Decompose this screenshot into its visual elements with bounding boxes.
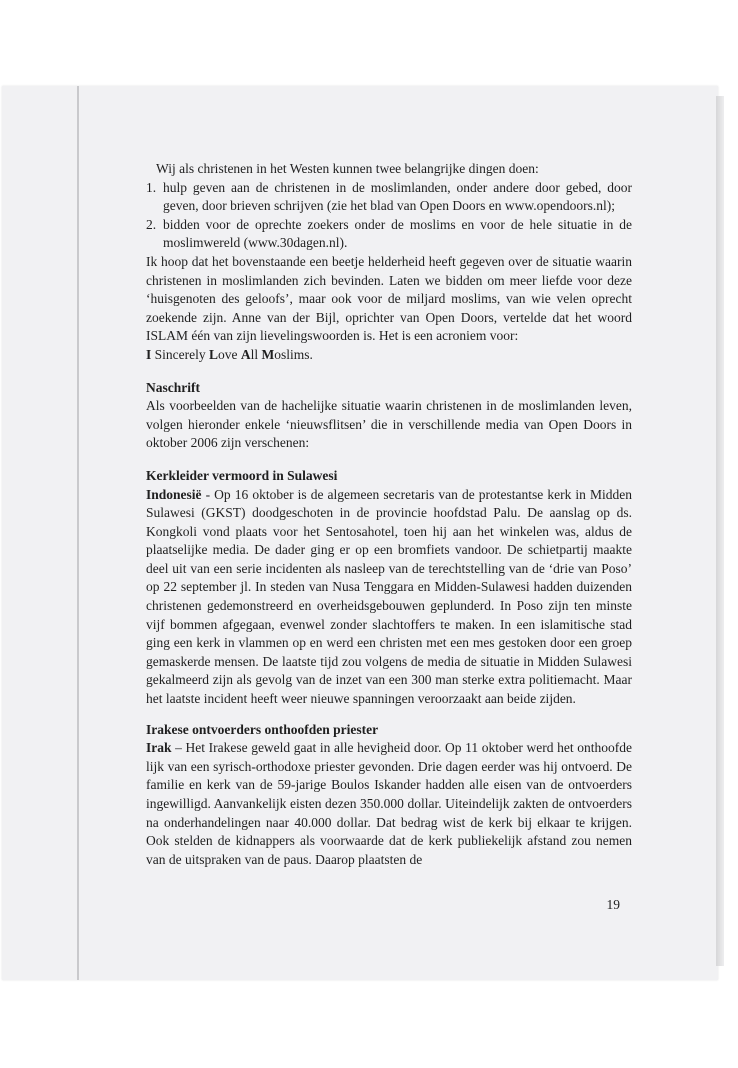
article-2-text: – Het Irakese geweld gaat in alle hevigheid door. Op 11 oktober werd het onthoofde lijk van een syrisch-orthodoxe priester gevonden. Drie dagen eerder was hij ontvoerd. De familie en kerk van de 59-jarige Boulos Iskander hadden alle eisen van de ontvoerders ingewilligd. Aanvankelijk eisten dezen 350.000 dollar. Uiteindelijk zakten de ontvoerders na onderhandelingen naar 40.000 dollar. Dat bedrag wist de kerk bij elkaar te krijgen. Ook stelden de kidnappers als voorwaarde dat de kerk publiekelijk afstand zou nemen van de uitspraken van de paus. Daarop plaatsten de: [146, 740, 632, 867]
page-text-block: [146, 160, 632, 869]
list-item-number: 1.: [146, 179, 157, 195]
acronym-word-m: oslims.: [274, 346, 313, 362]
spacer: [146, 709, 632, 721]
acronym-word-l: ove: [218, 346, 241, 362]
acronym-letter-m: M: [261, 346, 275, 362]
article-2-heading: Irakese ontvoerders onthoofden priester: [146, 721, 379, 737]
acronym-line: [146, 346, 632, 365]
article-1-lead: Indonesië: [146, 486, 202, 502]
article-2-body: [146, 739, 632, 869]
article-2-lead: Irak: [146, 740, 172, 756]
article-1-text: - Op 16 oktober is de algemeen secretaris van de protestantse kerk in Midden Sulawesi (GKST) doodgeschoten in de provincie hoofdstad Palu. De aanslag op ds. Kongkoli vond plaats voor het Sentosahotel, toen hij aan het winkelen was, aldus de plaatselijke media. De dader ging er op een bromfiets vandoor. De schietpartij maakte deel uit van een serie incidenten als nasleep van de terechtstelling van de ‘drie van Poso’ op 22 september jl. In steden van Nusa Tenggara en Midden-Sulawesi hadden duizenden christenen gedemonstreerd en overheidsgebouwen geplunderd. In Poso zijn ten minste vijf bommen afgegaan, evenwel zonder slachtoffers te maken. In een islamitische stad ging een kerk in vlammen op en werd een christen met een mes gestoken door een groep gemaskerde mensen. De laatste tijd zou volgens de media de situatie in Midden Sulawesi gekalmeerd zijn als gevolg van de inzet van een 300 man sterke extra politiemacht. Maar het laatste incident heeft weer nieuwe spanningen veroorzaakt aan beide zijden.: [146, 486, 632, 707]
action-list: [146, 179, 632, 253]
acronym-letter-i: I: [146, 346, 152, 362]
acronym-word-i: Sincerely: [151, 346, 209, 362]
article-1-body: [146, 486, 632, 709]
page-gutter-line: [77, 86, 79, 980]
article-1-heading: Kerkleider vermoord in Sulawesi: [146, 467, 338, 483]
page-number: 19: [606, 897, 620, 912]
closing-paragraph: [146, 253, 632, 346]
naschrift-heading: Naschrift: [146, 379, 200, 395]
spacer: [146, 365, 632, 379]
acronym-word-a: ll: [250, 346, 262, 362]
acronym-letter-a: A: [240, 346, 251, 362]
list-item-number: 2.: [146, 216, 157, 232]
acronym-letter-l: L: [209, 346, 219, 362]
intro-paragraph: Wij als christenen in het Westen kunnen twee belangrijke dingen doen:: [156, 161, 539, 176]
list-item: [146, 179, 632, 216]
naschrift-paragraph: Als voorbeelden van de hachelijke situatie waarin christenen in de moslimlanden leven, volgen hieronder enkele ‘nieuwsflitsen’ die in verschillende media van Open Doors in oktober 2006 zijn verschenen:: [146, 398, 632, 451]
list-item: [146, 216, 632, 253]
book-page: [2, 86, 718, 980]
list-item-text: bidden voor de oprechte zoekers onder de moslims en voor de hele situatie in de moslimwereld (www.30dagen.nl).: [163, 216, 632, 251]
spacer: [146, 453, 632, 467]
list-item-text: hulp geven aan de christenen in de moslimlanden, onder andere door gebed, door geven, door brieven schrijven (zie het blad van Open Doors en www.opendoors.nl);: [163, 179, 632, 214]
page-edge-shadow: [716, 96, 724, 966]
closing-paragraph-text: Ik hoop dat het bovenstaande een beetje helderheid heeft gegeven over de situatie waarin christenen in moslimlanden zich bevinden. Laten we bidden om meer liefde voor deze ‘huisgenoten des geloofs’, maar ook voor de miljard moslims, van wie velen oprecht zoekende zijn. Anne van der Bijl, oprichter van Open Doors, vertelde dat het woord ISLAM één van zijn lievelingswoorden is. Het is een acroniem voor:: [146, 253, 632, 344]
